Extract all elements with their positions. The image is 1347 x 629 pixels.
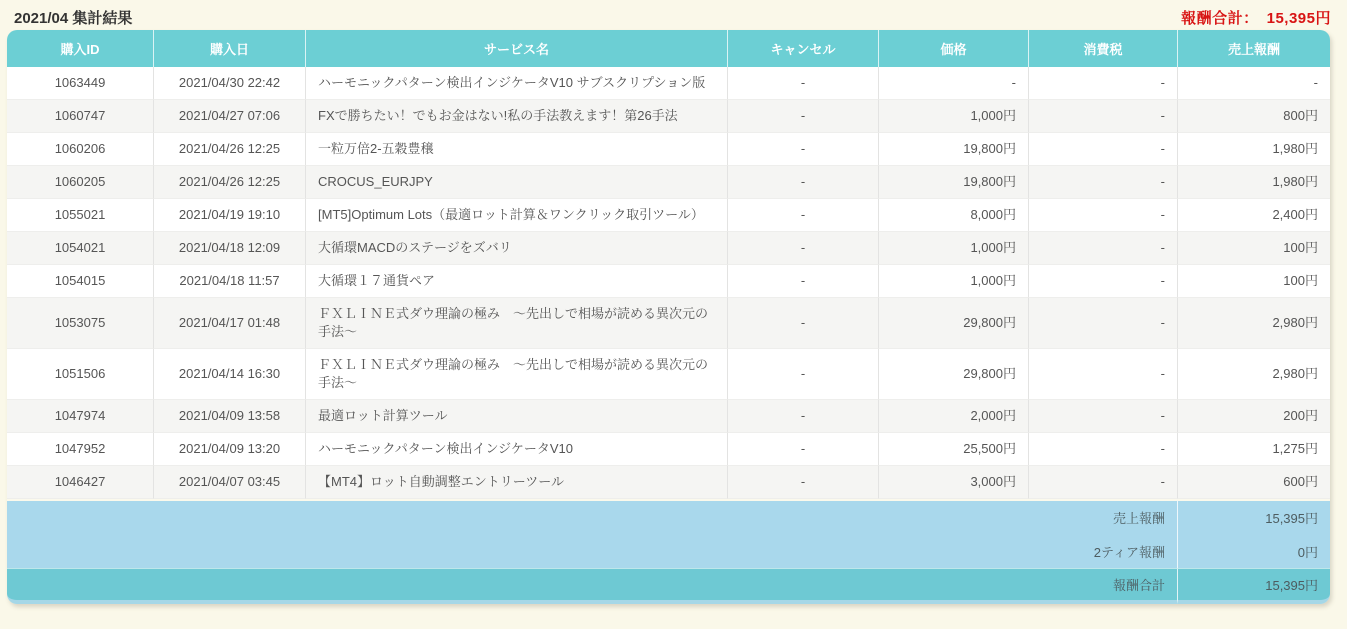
cell-tax: - <box>1028 100 1177 133</box>
page-title: 2021/04 集計結果 <box>14 10 133 27</box>
cell-purchase-date: 2021/04/09 13:58 <box>153 400 305 433</box>
cell-reward: 2,400円 <box>1177 199 1330 232</box>
cell-cancel: - <box>727 349 878 400</box>
cell-purchase-date: 2021/04/14 16:30 <box>153 349 305 400</box>
cell-reward: - <box>1177 67 1330 100</box>
cell-purchase-date: 2021/04/27 07:06 <box>153 100 305 133</box>
column-header-purchase-id: 購入ID <box>7 30 153 67</box>
reward-total-label: 報酬合計： <box>1181 10 1259 27</box>
cell-tax: - <box>1028 199 1177 232</box>
cell-cancel: - <box>727 199 878 232</box>
cell-reward: 2,980円 <box>1177 298 1330 349</box>
cell-price: 2,000円 <box>878 400 1028 433</box>
cell-reward: 600円 <box>1177 466 1330 499</box>
cell-tax: - <box>1028 133 1177 166</box>
table-row <box>7 349 1330 400</box>
summary-row-reward-total <box>7 568 1330 604</box>
cell-price: 29,800円 <box>878 298 1028 349</box>
cell-price: 25,500円 <box>878 433 1028 466</box>
cell-purchase-date: 2021/04/18 12:09 <box>153 232 305 265</box>
reward-total-value: 15,395円 <box>1266 10 1331 27</box>
cell-reward: 1,275円 <box>1177 433 1330 466</box>
cell-purchase-id: 1054021 <box>7 232 153 265</box>
summary-value: 15,395円 <box>1177 499 1330 534</box>
column-header-purchase-date: 購入日 <box>153 30 305 67</box>
cell-cancel: - <box>727 265 878 298</box>
cell-reward: 800円 <box>1177 100 1330 133</box>
cell-tax: - <box>1028 232 1177 265</box>
cell-purchase-date: 2021/04/26 12:25 <box>153 133 305 166</box>
cell-reward: 1,980円 <box>1177 133 1330 166</box>
cell-service-name: 【MT4】ロット自動調整エントリーツール <box>305 466 727 499</box>
cell-cancel: - <box>727 433 878 466</box>
column-header-sales-reward: 売上報酬 <box>1177 30 1330 67</box>
cell-reward: 100円 <box>1177 265 1330 298</box>
cell-purchase-id: 1046427 <box>7 466 153 499</box>
summary-row-tier2-reward <box>7 534 1330 568</box>
cell-price: 3,000円 <box>878 466 1028 499</box>
cell-cancel: - <box>727 67 878 100</box>
cell-price: 8,000円 <box>878 199 1028 232</box>
cell-purchase-id: 1055021 <box>7 199 153 232</box>
table-row <box>7 199 1330 232</box>
cell-cancel: - <box>727 133 878 166</box>
cell-price: 1,000円 <box>878 265 1028 298</box>
cell-tax: - <box>1028 298 1177 349</box>
cell-reward: 200円 <box>1177 400 1330 433</box>
summary-label: 2ティア報酬 <box>7 534 1177 568</box>
reward-total-summary <box>1181 7 1331 28</box>
cell-purchase-date: 2021/04/26 12:25 <box>153 166 305 199</box>
cell-service-name: 一粒万倍2-五穀豊穣 <box>305 133 727 166</box>
cell-purchase-date: 2021/04/19 19:10 <box>153 199 305 232</box>
cell-cancel: - <box>727 400 878 433</box>
cell-purchase-id: 1060747 <box>7 100 153 133</box>
cell-cancel: - <box>727 298 878 349</box>
cell-service-name: ＦＸＬＩＮＥ式ダウ理論の極み ～先出しで相場が読める異次元の手法～ <box>305 349 727 400</box>
cell-purchase-id: 1047952 <box>7 433 153 466</box>
table-row <box>7 298 1330 349</box>
cell-service-name: ハーモニックパターン検出インジケータV10 <box>305 433 727 466</box>
cell-cancel: - <box>727 232 878 265</box>
cell-service-name: 最適ロット計算ツール <box>305 400 727 433</box>
cell-purchase-id: 1060205 <box>7 166 153 199</box>
cell-price: 19,800円 <box>878 166 1028 199</box>
cell-price: 29,800円 <box>878 349 1028 400</box>
table-row <box>7 133 1330 166</box>
cell-service-name: ハーモニックパターン検出インジケータV10 サブスクリプション版 <box>305 67 727 100</box>
cell-tax: - <box>1028 265 1177 298</box>
cell-price: 1,000円 <box>878 232 1028 265</box>
cell-purchase-id: 1053075 <box>7 298 153 349</box>
column-header-service-name: サービス名 <box>305 30 727 67</box>
cell-tax: - <box>1028 67 1177 100</box>
column-header-cancel: キャンセル <box>727 30 878 67</box>
cell-tax: - <box>1028 349 1177 400</box>
cell-service-name: 大循環１７通貨ペア <box>305 265 727 298</box>
cell-purchase-date: 2021/04/17 01:48 <box>153 298 305 349</box>
cell-price: 19,800円 <box>878 133 1028 166</box>
cell-purchase-id: 1047974 <box>7 400 153 433</box>
cell-purchase-id: 1051506 <box>7 349 153 400</box>
table-row <box>7 400 1330 433</box>
sales-report-table <box>7 30 1330 604</box>
cell-price: - <box>878 67 1028 100</box>
cell-cancel: - <box>727 166 878 199</box>
column-header-tax: 消費税 <box>1028 30 1177 67</box>
table-row <box>7 100 1330 133</box>
cell-service-name: FXで勝ちたい！でもお金はない!私の手法教えます！第26手法 <box>305 100 727 133</box>
table-row <box>7 265 1330 298</box>
cell-purchase-id: 1063449 <box>7 67 153 100</box>
cell-service-name: 大循環MACDのステージをズバリ <box>305 232 727 265</box>
summary-label: 売上報酬 <box>7 499 1177 534</box>
cell-service-name: CROCUS_EURJPY <box>305 166 727 199</box>
cell-reward: 2,980円 <box>1177 349 1330 400</box>
cell-cancel: - <box>727 466 878 499</box>
cell-purchase-date: 2021/04/07 03:45 <box>153 466 305 499</box>
cell-reward: 100円 <box>1177 232 1330 265</box>
table-row <box>7 466 1330 499</box>
cell-reward: 1,980円 <box>1177 166 1330 199</box>
summary-total-value: 15,395円 <box>1177 568 1330 604</box>
table-header-row <box>7 30 1330 67</box>
cell-purchase-date: 2021/04/09 13:20 <box>153 433 305 466</box>
cell-price: 1,000円 <box>878 100 1028 133</box>
summary-row-sales-reward <box>7 499 1330 534</box>
column-header-price: 価格 <box>878 30 1028 67</box>
cell-service-name: [MT5]Optimum Lots（最適ロット計算＆ワンクリック取引ツール） <box>305 199 727 232</box>
cell-cancel: - <box>727 100 878 133</box>
cell-purchase-id: 1054015 <box>7 265 153 298</box>
cell-purchase-date: 2021/04/18 11:57 <box>153 265 305 298</box>
cell-purchase-id: 1060206 <box>7 133 153 166</box>
table-row <box>7 166 1330 199</box>
table-row <box>7 232 1330 265</box>
table-row <box>7 67 1330 100</box>
cell-service-name: ＦＸＬＩＮＥ式ダウ理論の極み ～先出しで相場が読める異次元の手法～ <box>305 298 727 349</box>
summary-total-label: 報酬合計 <box>7 568 1177 604</box>
cell-purchase-date: 2021/04/30 22:42 <box>153 67 305 100</box>
cell-tax: - <box>1028 166 1177 199</box>
cell-tax: - <box>1028 466 1177 499</box>
table-row <box>7 433 1330 466</box>
summary-value: 0円 <box>1177 534 1330 568</box>
topbar <box>0 0 1347 30</box>
cell-tax: - <box>1028 433 1177 466</box>
cell-tax: - <box>1028 400 1177 433</box>
